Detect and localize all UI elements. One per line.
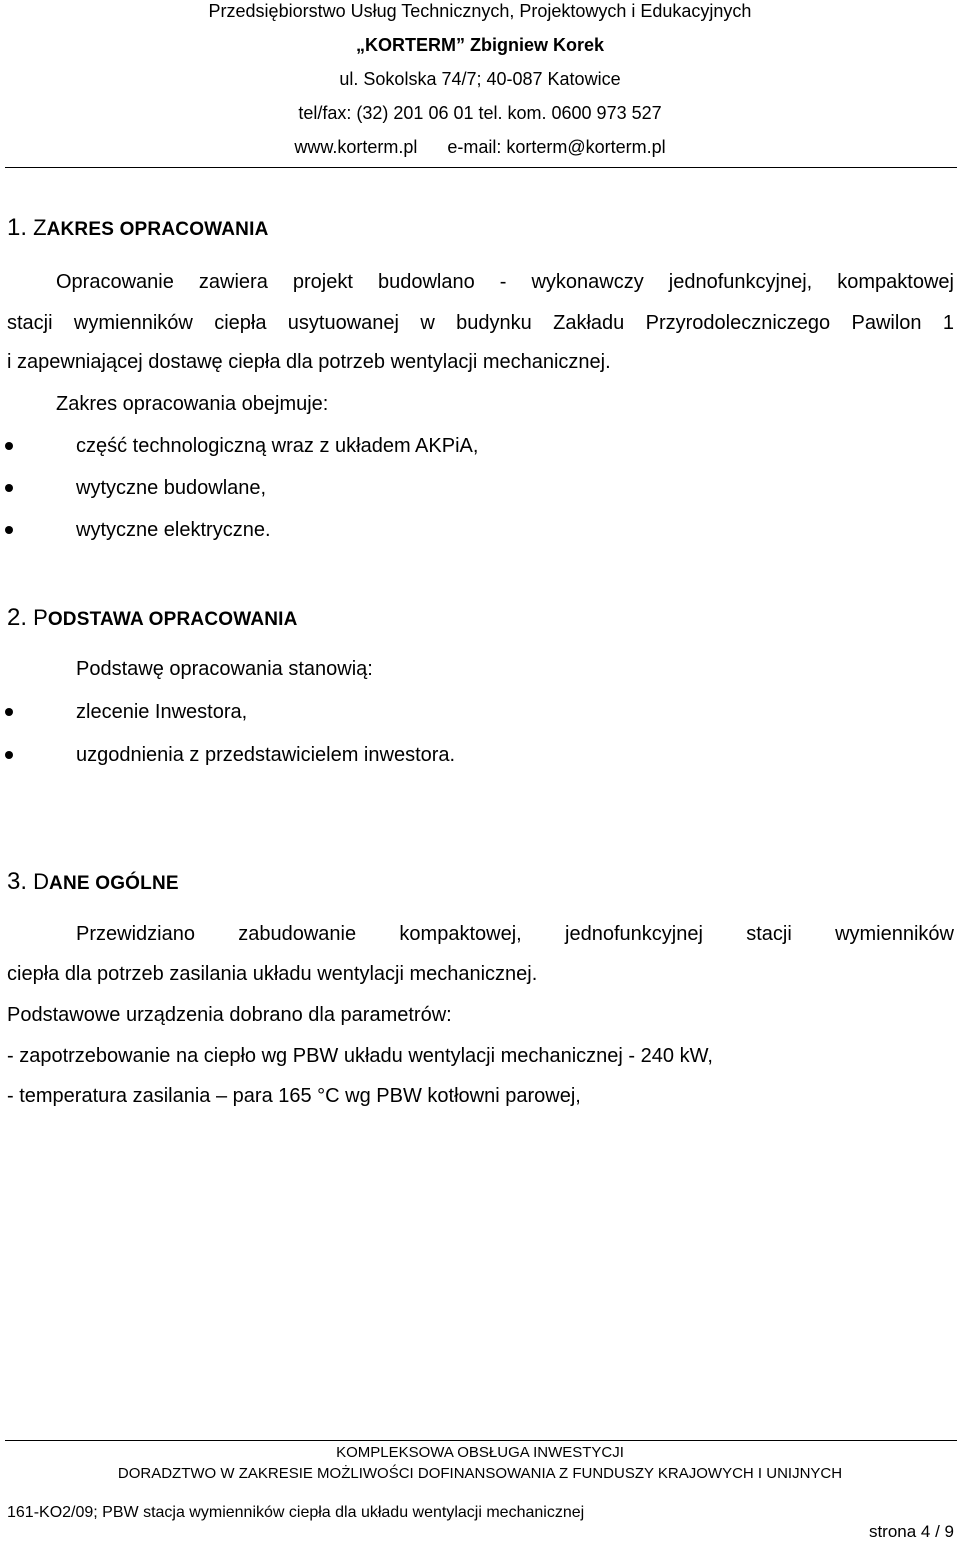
basis-lead: Podstawę opracowania stanowią: [76,658,373,680]
section-1-intro-line-2: stacji wymienników ciepła usytuowanej w budynku Zakładu Przyrodoleczniczego Pawilon 1 [7,312,954,334]
scope-item: wytyczne elektryczne. [76,519,271,541]
company-line: Przedsiębiorstwo Usług Technicznych, Projektowych i Edukacyjnych [208,1,752,21]
footer-divider [5,1440,957,1441]
company-address: ul. Sokolska 74/7; 40-087 Katowice [339,69,621,89]
bullet-icon [5,708,13,716]
scope-item: część technologiczną wraz z układem AKPiA, [76,435,479,457]
section-2-title: ODSTAWA OPRACOWANIA [47,609,298,630]
document-reference: 161-KO2/09; PBW stacja wymienników ciepła dla układu wentylacji mechanicznej [7,1504,585,1521]
section-2-heading [7,605,298,633]
bullet-icon [5,484,13,492]
footer-line-1: KOMPLEKSOWA OBSŁUGA INWESTYCJI [336,1444,624,1461]
section-3-heading [7,869,179,897]
company-name: „KORTERM” Zbigniew Korek [355,35,604,55]
header-divider [5,167,957,168]
section-1-intro-line-3: i zapewniającej dostawę ciepła dla potrzeb wentylacji mechanicznej. [7,351,611,373]
general-para-line-1: Przewidziano zabudowanie kompaktowej, jednofunkcyjnej stacji wymienników [76,923,954,945]
page-number: strona 4 / 9 [868,1522,954,1541]
email-link[interactable]: e-mail: korterm@korterm.pl [447,137,666,157]
params-lead: Podstawowe urządzenia dobrano dla parametrów: [7,1004,452,1026]
general-para-line-2: ciepła dla potrzeb zasilania układu wentylacji mechanicznej. [7,963,538,985]
bullet-icon [5,526,13,534]
section-1-heading [7,215,269,243]
footer-line-2: DORADZTWO W ZAKRESIE MOŻLIWOŚCI DOFINANSOWANIA Z FUNDUSZY KRAJOWYCH I UNIJNYCH [117,1465,843,1482]
section-1-title-initial: Z [33,215,47,240]
section-3-number: 3. [7,868,28,895]
section-3-title-initial: D [33,869,50,894]
section-2-number: 2. [7,604,28,631]
company-phone: tel/fax: (32) 201 06 01 tel. kom. 0600 973 527 [298,103,662,123]
basis-item: zlecenie Inwestora, [76,701,248,723]
basis-item: uzgodnienia z przedstawicielem inwestora. [76,744,456,766]
param-supply-temperature: - temperatura zasilania – para 165 °C wg PBW kotłowni parowej, [7,1085,581,1107]
param-heat-demand: - zapotrzebowanie na ciepło wg PBW układu wentylacji mechanicznej - 240 kW, [7,1045,713,1067]
section-1-intro-line-1: Opracowanie zawiera projekt budowlano - wykonawczy jednofunkcyjnej, kompaktowej [56,271,954,293]
bullet-icon [5,751,13,759]
scope-lead: Zakres opracowania obejmuje: [56,393,329,415]
section-1-title: AKRES OPRACOWANIA [46,219,269,240]
bullet-icon [5,442,13,450]
website-link[interactable]: www.korterm.pl [294,137,418,157]
section-1-number: 1. [7,214,28,241]
letterhead [0,0,960,170]
scope-item: wytyczne budowlane, [76,477,267,499]
section-2-title-initial: P [33,605,48,630]
section-3-title: ANE OGÓLNE [49,873,179,894]
company-contact [0,136,960,170]
